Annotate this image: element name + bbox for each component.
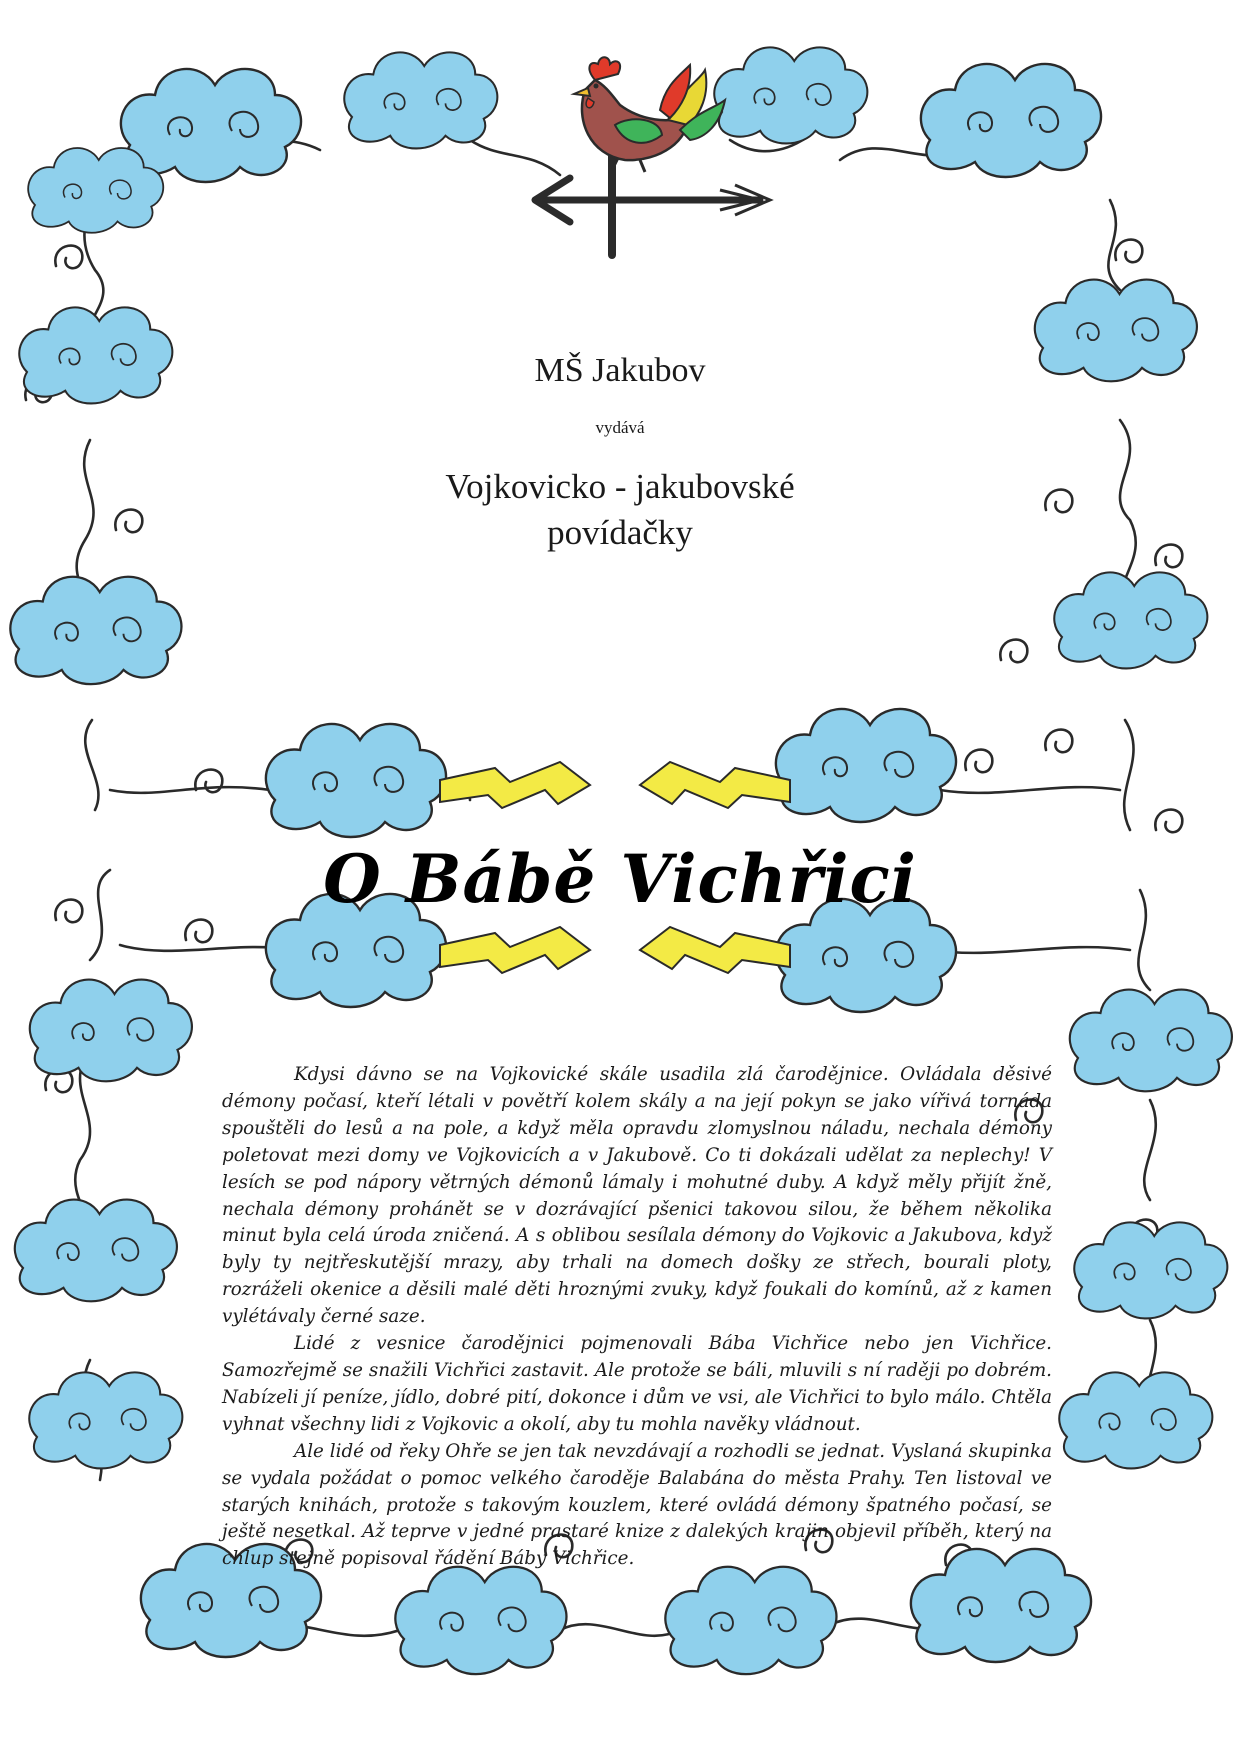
spiral-cloud-icon (1070, 990, 1232, 1092)
lightning-arrow-icon (640, 762, 790, 808)
lightning-arrow-icon (440, 762, 590, 808)
vine-curl (1000, 640, 1027, 663)
vine-curl (55, 246, 82, 269)
spiral-cloud-icon (921, 64, 1101, 177)
lightning-arrow-icon (640, 927, 790, 973)
vine-curl (1045, 730, 1072, 753)
vine-stroke (120, 945, 290, 951)
spiral-cloud-icon (15, 1200, 177, 1302)
story-paragraph: Lidé z vesnice čarodějnici pojmenovali Bába Vichřice nebo jen Vichřice. Samozřejmě se snažili Vichřici zastavit. Ale protože se báli, mluvili s ní raději po dobrém. Nabízeli jí peníze, jídlo, dobré pití, dokonce i dům ve vsi, ale Vichřici to bylo málo. Chtěla vyhnat všechny lidi z Vojkovic a okolí, aby tu mohla navěky vládnout. (222, 1333, 1052, 1435)
vine-stroke (470, 140, 560, 175)
story-body (222, 1062, 1052, 1573)
publisher-name: MŠ Jakubov (534, 352, 706, 389)
spiral-cloud-icon (30, 980, 192, 1082)
spiral-cloud-icon (395, 1567, 566, 1674)
vine-stroke (110, 787, 270, 793)
spiral-cloud-icon (1054, 572, 1207, 668)
spiral-cloud-icon (10, 577, 181, 684)
spiral-cloud-icon (776, 709, 956, 822)
series-title-line1: Vojkovicko - jakubovské (445, 467, 795, 506)
spiral-cloud-icon (1074, 1222, 1227, 1318)
vine-stroke (940, 787, 1120, 793)
spiral-cloud-icon (1059, 1372, 1212, 1468)
vine-curl (1115, 240, 1142, 263)
vine-stroke (560, 1624, 680, 1636)
vine-stroke (85, 720, 98, 810)
story-paragraph: Kdysi dávno se na Vojkovické skále usadila zlá čarodějnice. Ovládala děsivé démony počasí, kteří létali v povětří kolem skály a na její pokyn se jako vířivá tornáda spouštěli do lesů a na pole, a když měla opravdu zlomyslnou náladu, nechala démony poletovat mezi domy ve Vojkovicích a v Jakubově. Co ti dokázali udělat za neplechy! V lesích se pod nápory větrných démonů lámaly i mohutné duby. A když měly přijít žně, nechala démony prohánět se v dozrávající pšenici takovou silou, že během několika minut byla celá úroda zničená. A s oblibou sesílala démony do Vojkovic a Jakubova, když byly ty nejtřeskutější mrazy, aby trhali na domech došky ze střech, bourali ploty, rozráželi okenice a děsili malé děti hroznými zvuky, když foukali do komínů, až z kamen vylétávaly černé saze. (222, 1064, 1052, 1328)
spiral-cloud-icon (266, 724, 446, 837)
lightning-arrow-icon (440, 927, 590, 973)
story-paragraph: Ale lidé od řeky Ohře se jen tak nevzdávají a rozhodli se jednat. Vyslaná skupinka se vydala požádat o pomoc velkého čaroděje Balabána do města Prahy. Ten listoval ve starých knihách, protože s takovým kouzlem, které ovládá démony špatného počasí, se ještě nesetkal. Až teprve v jedné prastaré knize z dalekých krajin objevil příběh, který na chlup stejně popisoval řádění Báby Vichřice. (222, 1440, 1052, 1570)
spiral-cloud-icon (665, 1567, 836, 1674)
series-title-line2: povídačky (547, 513, 693, 552)
vine-curl (185, 920, 212, 943)
spiral-cloud-icon (29, 1372, 182, 1468)
vine-curl (1155, 810, 1182, 833)
publisher-verb: vydává (595, 418, 645, 437)
story-title: O Bábě Vichřici (323, 840, 917, 918)
vine-stroke (1124, 720, 1133, 830)
spiral-cloud-icon (714, 47, 867, 143)
series-title (0, 464, 1240, 556)
vine-stroke (1144, 1100, 1156, 1200)
spiral-cloud-icon (344, 52, 497, 148)
vine-curl (965, 750, 992, 773)
spiral-cloud-icon (28, 148, 163, 233)
vine-stroke (930, 947, 1130, 953)
spiral-cloud-icon (121, 69, 301, 182)
